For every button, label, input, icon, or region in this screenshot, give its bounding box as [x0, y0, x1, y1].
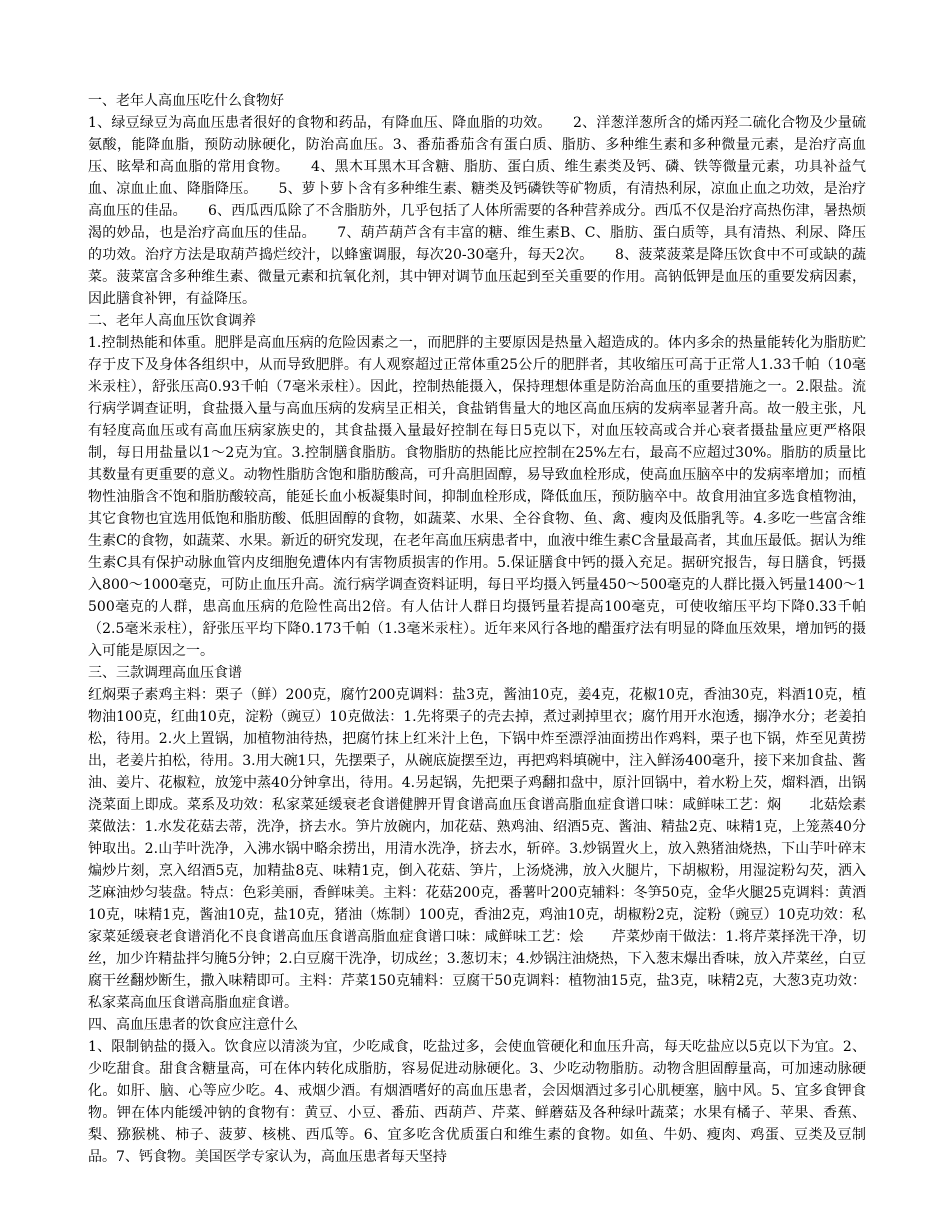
- section-heading: 一、老年人高血压吃什么食物好: [88, 93, 284, 109]
- section-paragraph: 1.控制热能和体重。肥胖是高血压病的危险因素之一，而肥胖的主要原因是热量入超造成的。体内多余的热量能转化为脂肪贮存于皮下及身体各组织中，从而导致肥胖。有人观察超过正常体重25公斤的肥胖者，其收缩压可高于正常人1.33千帕（10毫米汞柱），舒张压高0.93千帕（7毫米汞柱）。因此，控制热能摄入，保持理想体重是防治高血压的重要措施之一。2.限盐。流行病学调查证明，食盐摄入量与高血压病的发病呈正相关，食盐销售量大的地区高血压病的发病率显著升高。故一般主张，凡有轻度高血压或有高血压病家族史的，其食盐摄入量最好控制在每日5克以下，对血压较高或合并心衰者摄盐量应更严格限制，每日用盐量以1～2克为宜。3.控制膳食脂肪。食物脂肪的热能比应控制在25%左右，最高不应超过30%。脂肪的质量比其数量有更重要的意义。动物性脂肪含饱和脂肪酸高，可升高胆固醇，易导致血栓形成，使高血压脑卒中的发病率增加；而植物性油脂含不饱和脂肪酸较高，能延长血小板凝集时间，抑制血栓形成，降低血压，预防脑卒中。故食用油宜多选食植物油，其它食物也宜选用低饱和脂肪酸、低胆固醇的食物，如蔬菜、水果、全谷食物、鱼、禽、瘦肉及低脂乳等。4.多吃一些富含维生素C的食物，如蔬菜、水果。新近的研究发现，在老年高血压病患者中，血液中维生素C含量最高者，其血压最低。据认为维生素C具有保护动脉血管内皮细胞免遭体内有害物质损害的作用。5.保证膳食中钙的摄入充足。据研究报告，每日膳食，钙摄入800～1000毫克，可防止血压升高。流行病学调查资料证明，每日平均摄入钙量450～500毫克的人群比摄入钙量1400～1500毫克的人群，患高血压病的危险性高出2倍。有人估计人群日均摄钙量若提高100毫克，可使收缩压平均下降0.33千帕（2.5毫米汞柱），舒张压平均下降0.173千帕（1.3毫米汞柱）。近年来风行各地的醋蛋疗法有明显的降血压效果，增加钙的摄入可能是原因之一。: [88, 335, 866, 659]
- document-page: [88, 90, 866, 1168]
- section-paragraph: 1、限制钠盐的摄入。饮食应以清淡为宜，少吃咸食，吃盐过多，会使血管硬化和血压升高，每天吃盐应以5克以下为宜。2、少吃甜食。甜食含糖量高，可在体内转化成脂肪，容易促进动脉硬化。3、少吃动物脂肪。动物含胆固醇量高，可加速动脉硬化。如肝、脑、心等应少吃。4、戒烟少酒。有烟酒嗜好的高血压患者，会因烟酒过多引心肌梗塞，脑中风。5、宜多食钾食物。钾在体内能缓冲钠的食物有：黄豆、小豆、番茄、西葫芦、芹菜、鲜蘑菇及各种绿叶蔬菜；水果有橘子、苹果、香蕉、梨、猕猴桃、柿子、菠萝、核桃、西瓜等。6、宜多吃含优质蛋白和维生素的食物。如鱼、牛奶、瘦肉、鸡蛋、豆类及豆制品。7、钙食物。美国医学专家认为，高血压患者每天坚持: [88, 1039, 866, 1165]
- section-1: [88, 90, 866, 310]
- section-3: [88, 662, 866, 1014]
- section-2: [88, 310, 866, 662]
- section-heading: 四、高血压患者的饮食应注意什么: [88, 1017, 298, 1033]
- section-paragraph: 1、绿豆绿豆为高血压患者很好的食物和药品，有降血压、降血脂的功效。 2、洋葱洋葱所含的烯丙羟二硫化合物及少量硫氨酸，能降血脂，预防动脉硬化，防治高血压。3、番茄番茄含有蛋白质、脂肪、多种维生素和多种微量元素，是治疗高血压、眩晕和高血脂的常用食物。 4、黑木耳黑木耳含糖、脂肪、蛋白质、维生素类及钙、磷、铁等微量元素，功具补益气血、凉血止血、降脂降压。 5、萝卜萝卜含有多种维生素、糖类及钙磷铁等矿物质，有清热利尿，凉血止血之功效，是治疗高血压的佳品。 6、西瓜西瓜除了不含脂肪外，几乎包括了人体所需要的各种营养成分。西瓜不仅是治疗高热伤津，暑热烦渴的妙品，也是治疗高血压的佳品。 7、葫芦葫芦含有丰富的糖、维生素B、C、脂肪、蛋白质等，具有清热、利尿、降压的功效。治疗方法是取葫芦捣烂绞汁，以蜂蜜调服，每次20-30毫升，每天2次。 8、菠菜菠菜是降压饮食中不可或缺的蔬菜。菠菜富含多种维生素、微量元素和抗氧化剂，其中钾对调节血压起到至关重要的作用。高钠低钾是血压的重要发病因素，因此膳食补钾，有益降压。: [88, 115, 866, 307]
- section-heading: 二、老年人高血压饮食调养: [88, 313, 256, 329]
- section-heading: 三、三款调理高血压食谱: [88, 665, 242, 681]
- section-4: [88, 1014, 866, 1168]
- section-paragraph: 红焖栗子素鸡主料：栗子（鲜）200克，腐竹200克调料：盐3克，酱油10克，姜4克，花椒10克，香油30克，料酒10克，植物油100克，红曲10克，淀粉（豌豆）10克做法：1.先将栗子的壳去掉，煮过剥掉里衣；腐竹用开水泡透，搦净水分；老姜拍松，待用。2.火上置锅，加植物油待热，把腐竹抹上红米汁上色，下锅中炸至漂浮油面捞出作鸡料，栗子也下锅，炸至见黄捞出，老姜片拍松，待用。3.用大碗1只，先摆栗子，从碗底旋摆至边，再把鸡料填碗中，注入鲜汤400毫升，接下来加食盐、酱油、姜片、花椒粒，放笼中蒸40分钟拿出，待用。4.另起锅，先把栗子鸡翻扣盘中，原汁回锅中，着水粉上芡，熘料酒，出锅浇菜面上即成。菜系及功效：私家菜延缓衰老食谱健脾开胃食谱高血压食谱高脂血症食谱口味：咸鲜味工艺：焖 北菇烩素菜做法：1.水发花菇去蒂，洗净，挤去水。笋片放碗内，加花菇、熟鸡油、绍酒5克、酱油、精盐2克、味精1克，上笼蒸40分钟取出。2.山芋叶洗净，入沸水锅中略余捞出，用清水洗净，挤去水，斩碎。3.炒锅置火上，放入熟猪油烧热，下山芋叶碎末煸炒片刻，烹入绍酒5克，加精盐8克、味精1克，倒入花菇、笋片，上汤烧沸，放入火腿片，下胡椒粉，用湿淀粉勾芡，洒入芝麻油炒匀装盘。特点：色彩美丽，香鲜味美。主料：花菇200克，番薯叶200克辅料：冬笋50克，金华火腿25克调料：黄酒10克，味精1克，酱油10克，盐10克，猪油（炼制）100克，香油2克，鸡油10克，胡椒粉2克，淀粉（豌豆）10克功效：私家菜延缓衰老食谱消化不良食谱高血压食谱高脂血症食谱口味：咸鲜味工艺：烩 芹菜炒南干做法：1.将芹菜择洗干净，切丝，加少许精盐拌匀腌5分钟；2.白豆腐干洗净，切成丝；3.葱切末；4.炒锅注油烧热，下入葱末爆出香味，放入芹菜丝，白豆腐干丝翻炒断生，撒入味精即可。主料：芹菜150克辅料：豆腐干50克调料：植物油15克，盐3克，味精2克，大葱3克功效：私家菜高血压食谱高脂血症食谱。: [88, 687, 866, 1011]
